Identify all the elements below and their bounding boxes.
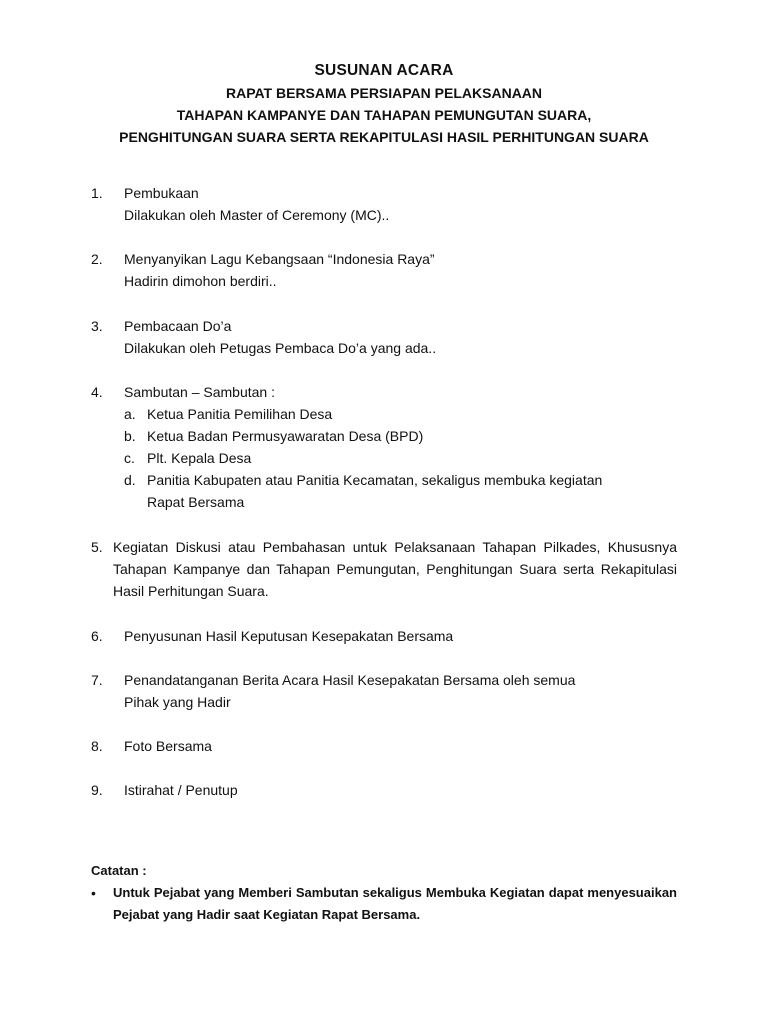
sub-item-text: Ketua Badan Permusyawaratan Desa (BPD) [147, 428, 424, 444]
document-header [60, 60, 708, 148]
item-description: Dilakukan oleh Master of Ceremony (MC).. [124, 207, 390, 223]
header-line-1: RAPAT BERSAMA PERSIAPAN PELAKSANAAN [225, 85, 543, 101]
sub-item-label: a. [124, 406, 136, 422]
item-number: 8. [91, 738, 103, 754]
document-title: SUSUNAN ACARA [314, 62, 454, 79]
item-text: Kegiatan Diskusi atau Pembahasan untuk Pelaksanaan Tahapan Pilkades, Khususnya Tahapan Kampanye dan Tahapan Pemungutan, Penghitungan Suara serta Rekapitulasi Hasil Perhitungan Suara. [113, 539, 677, 599]
agenda-item-2 [91, 248, 681, 292]
item-title: Istirahat / Penutup [124, 782, 238, 798]
sub-item-c [124, 447, 681, 469]
note-text: Untuk Pejabat yang Memberi Sambutan sekaligus Membuka Kegiatan dapat menyesuaikan Pejabat yang Hadir saat Kegiatan Rapat Bersama. [113, 885, 677, 922]
item-title: Penyusunan Hasil Keputusan Kesepakatan Bersama [124, 628, 454, 644]
agenda-item-9 [91, 779, 681, 801]
item-title: Menyanyikan Lagu Kebangsaan “Indonesia Raya” [124, 251, 435, 267]
agenda-item-7 [91, 669, 681, 713]
sub-item-label: b. [124, 428, 136, 444]
sub-item-text: Ketua Panitia Pemilihan Desa [147, 406, 333, 422]
agenda-item-4 [91, 381, 681, 513]
item-number: 3. [91, 318, 103, 334]
item-number: 7. [91, 672, 103, 688]
agenda-item-3 [91, 315, 681, 359]
agenda-item-5 [91, 536, 677, 602]
note-section [91, 860, 677, 926]
item-title: Sambutan – Sambutan : [124, 384, 275, 400]
item-title: Penandatanganan Berita Acara Hasil Kesepakatan Bersama oleh semua [124, 672, 576, 688]
item-title: Foto Bersama [124, 738, 212, 754]
item-title-continued: Pihak yang Hadir [124, 694, 231, 710]
agenda-item-8 [91, 735, 681, 757]
item-title: Pembacaan Do’a [124, 318, 232, 334]
sub-item-d [124, 469, 637, 513]
bullet-icon: • [91, 885, 96, 901]
sub-item-text: Plt. Kepala Desa [147, 450, 252, 466]
item-number: 2. [91, 251, 103, 267]
note-heading: Catatan : [91, 863, 147, 878]
item-description: Hadirin dimohon berdiri.. [124, 273, 277, 289]
item-number: 5. [91, 539, 103, 555]
header-line-2: TAHAPAN KAMPANYE DAN TAHAPAN PEMUNGUTAN SUARA, [176, 107, 592, 123]
agenda-item-6 [91, 625, 681, 647]
sub-item-label: c. [124, 450, 135, 466]
agenda-item-1 [91, 182, 681, 226]
sub-item-text: Panitia Kabupaten atau Panitia Kecamatan, sekaligus membuka kegiatan Rapat Bersama [147, 472, 603, 510]
item-description: Dilakukan oleh Petugas Pembaca Do’a yang ada.. [124, 340, 437, 356]
sub-item-label: d. [124, 472, 136, 488]
item-number: 9. [91, 782, 103, 798]
item-number: 4. [91, 384, 103, 400]
item-number: 6. [91, 628, 103, 644]
sub-item-b [124, 425, 681, 447]
item-number: 1. [91, 185, 103, 201]
note-item [91, 882, 677, 926]
item-title: Pembukaan [124, 185, 199, 201]
header-line-3: PENGHITUNGAN SUARA SERTA REKAPITULASI HASIL PERHITUNGAN SUARA [119, 129, 649, 145]
sub-item-a [124, 403, 681, 425]
